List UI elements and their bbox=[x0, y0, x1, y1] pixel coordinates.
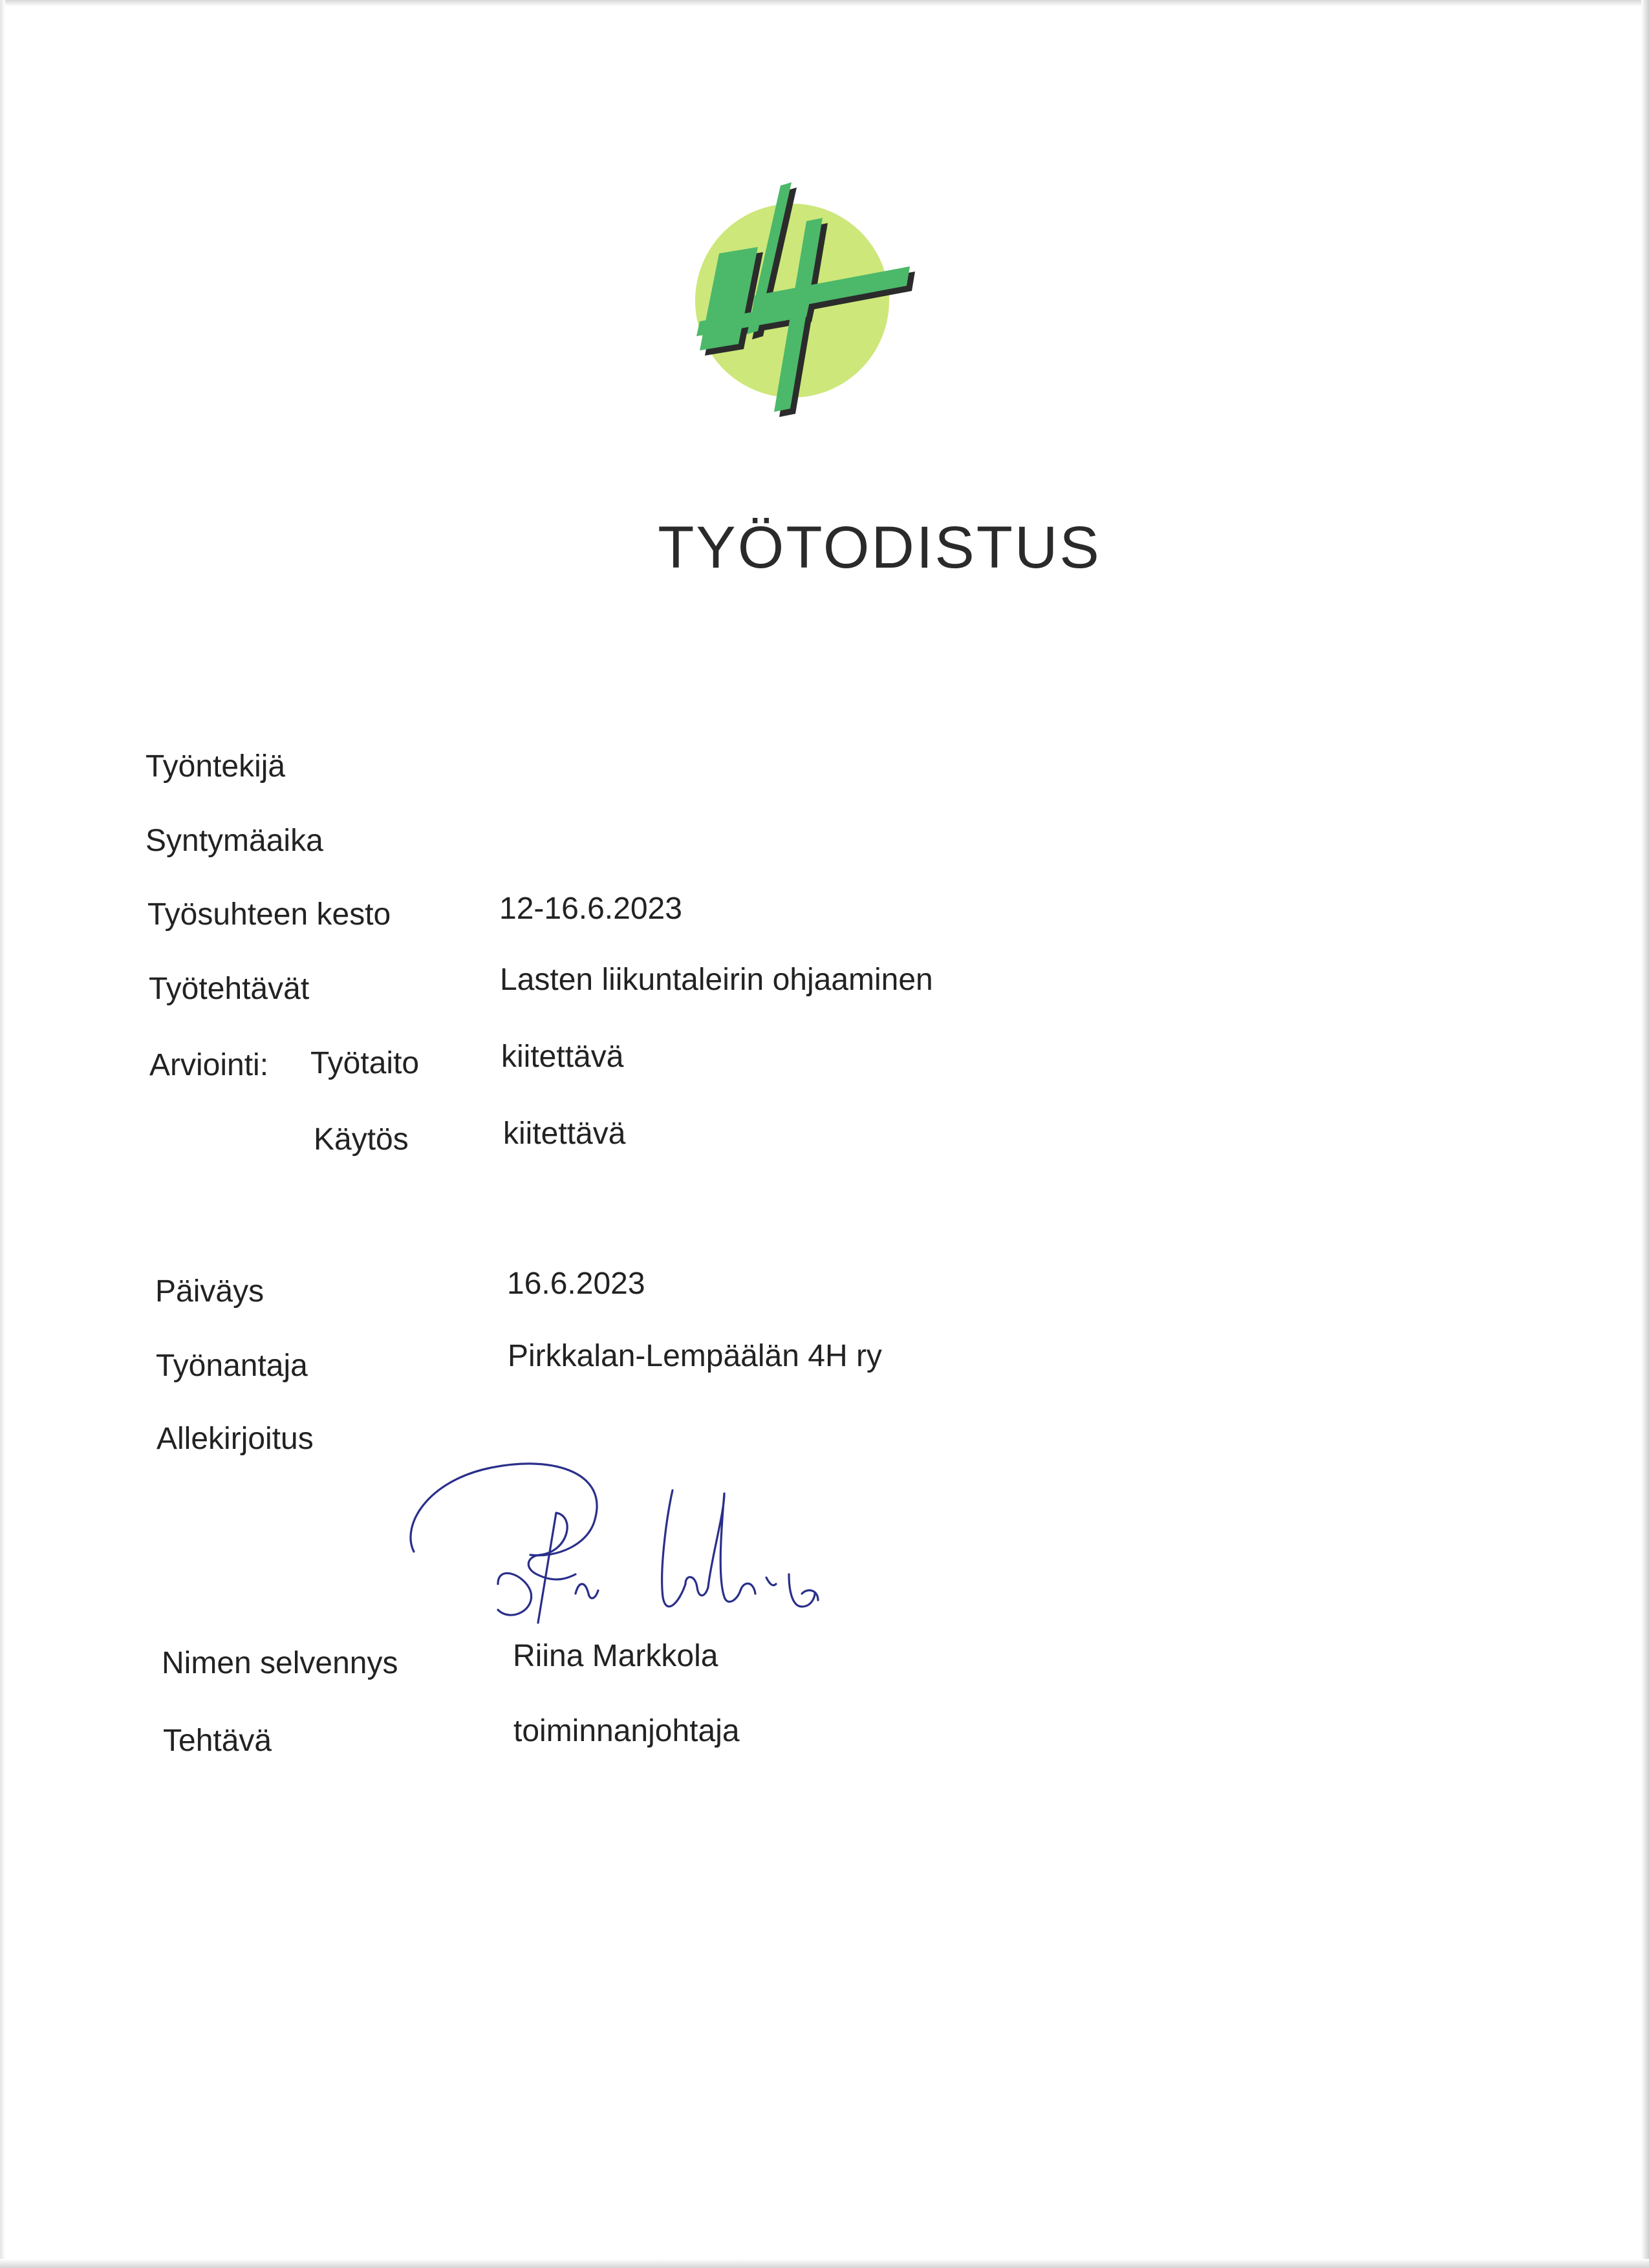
duration-label: Työsuhteen kesto bbox=[147, 897, 391, 932]
skill-value: kiitettävä bbox=[501, 1040, 624, 1074]
behavior-label: Käytös bbox=[314, 1122, 409, 1157]
duration-value: 12-16.6.2023 bbox=[499, 892, 682, 926]
page-edge-right bbox=[1641, 0, 1649, 2268]
name-label: Nimen selvennys bbox=[162, 1646, 398, 1680]
tasks-value: Lasten liikuntaleirin ohjaaminen bbox=[500, 963, 933, 997]
evaluation-label: Arviointi: bbox=[149, 1048, 269, 1082]
skill-label: Työtaito bbox=[310, 1046, 420, 1080]
page-edge-left bbox=[0, 0, 5, 2268]
behavior-value: kiitettävä bbox=[503, 1117, 626, 1151]
page-edge-bottom bbox=[0, 2259, 1649, 2268]
role-value: toiminnanjohtaja bbox=[513, 1714, 740, 1748]
signature-label: Allekirjoitus bbox=[156, 1422, 314, 1456]
employee-label: Työntekijä bbox=[146, 749, 286, 784]
handwritten-signature bbox=[401, 1429, 841, 1642]
name-value: Riina Markkola bbox=[513, 1639, 718, 1673]
4h-logo bbox=[647, 175, 931, 420]
role-label: Tehtävä bbox=[163, 1724, 272, 1758]
page-edge-top bbox=[0, 0, 1649, 6]
birthdate-label: Syntymäaika bbox=[146, 824, 323, 858]
date-label: Päiväys bbox=[155, 1274, 264, 1309]
document-title: TYÖTODISTUS bbox=[658, 515, 1101, 581]
date-value: 16.6.2023 bbox=[507, 1267, 645, 1301]
tasks-label: Työtehtävät bbox=[149, 972, 310, 1006]
employer-value: Pirkkalan-Lempäälän 4H ry bbox=[508, 1339, 882, 1373]
employer-label: Työnantaja bbox=[156, 1349, 308, 1383]
